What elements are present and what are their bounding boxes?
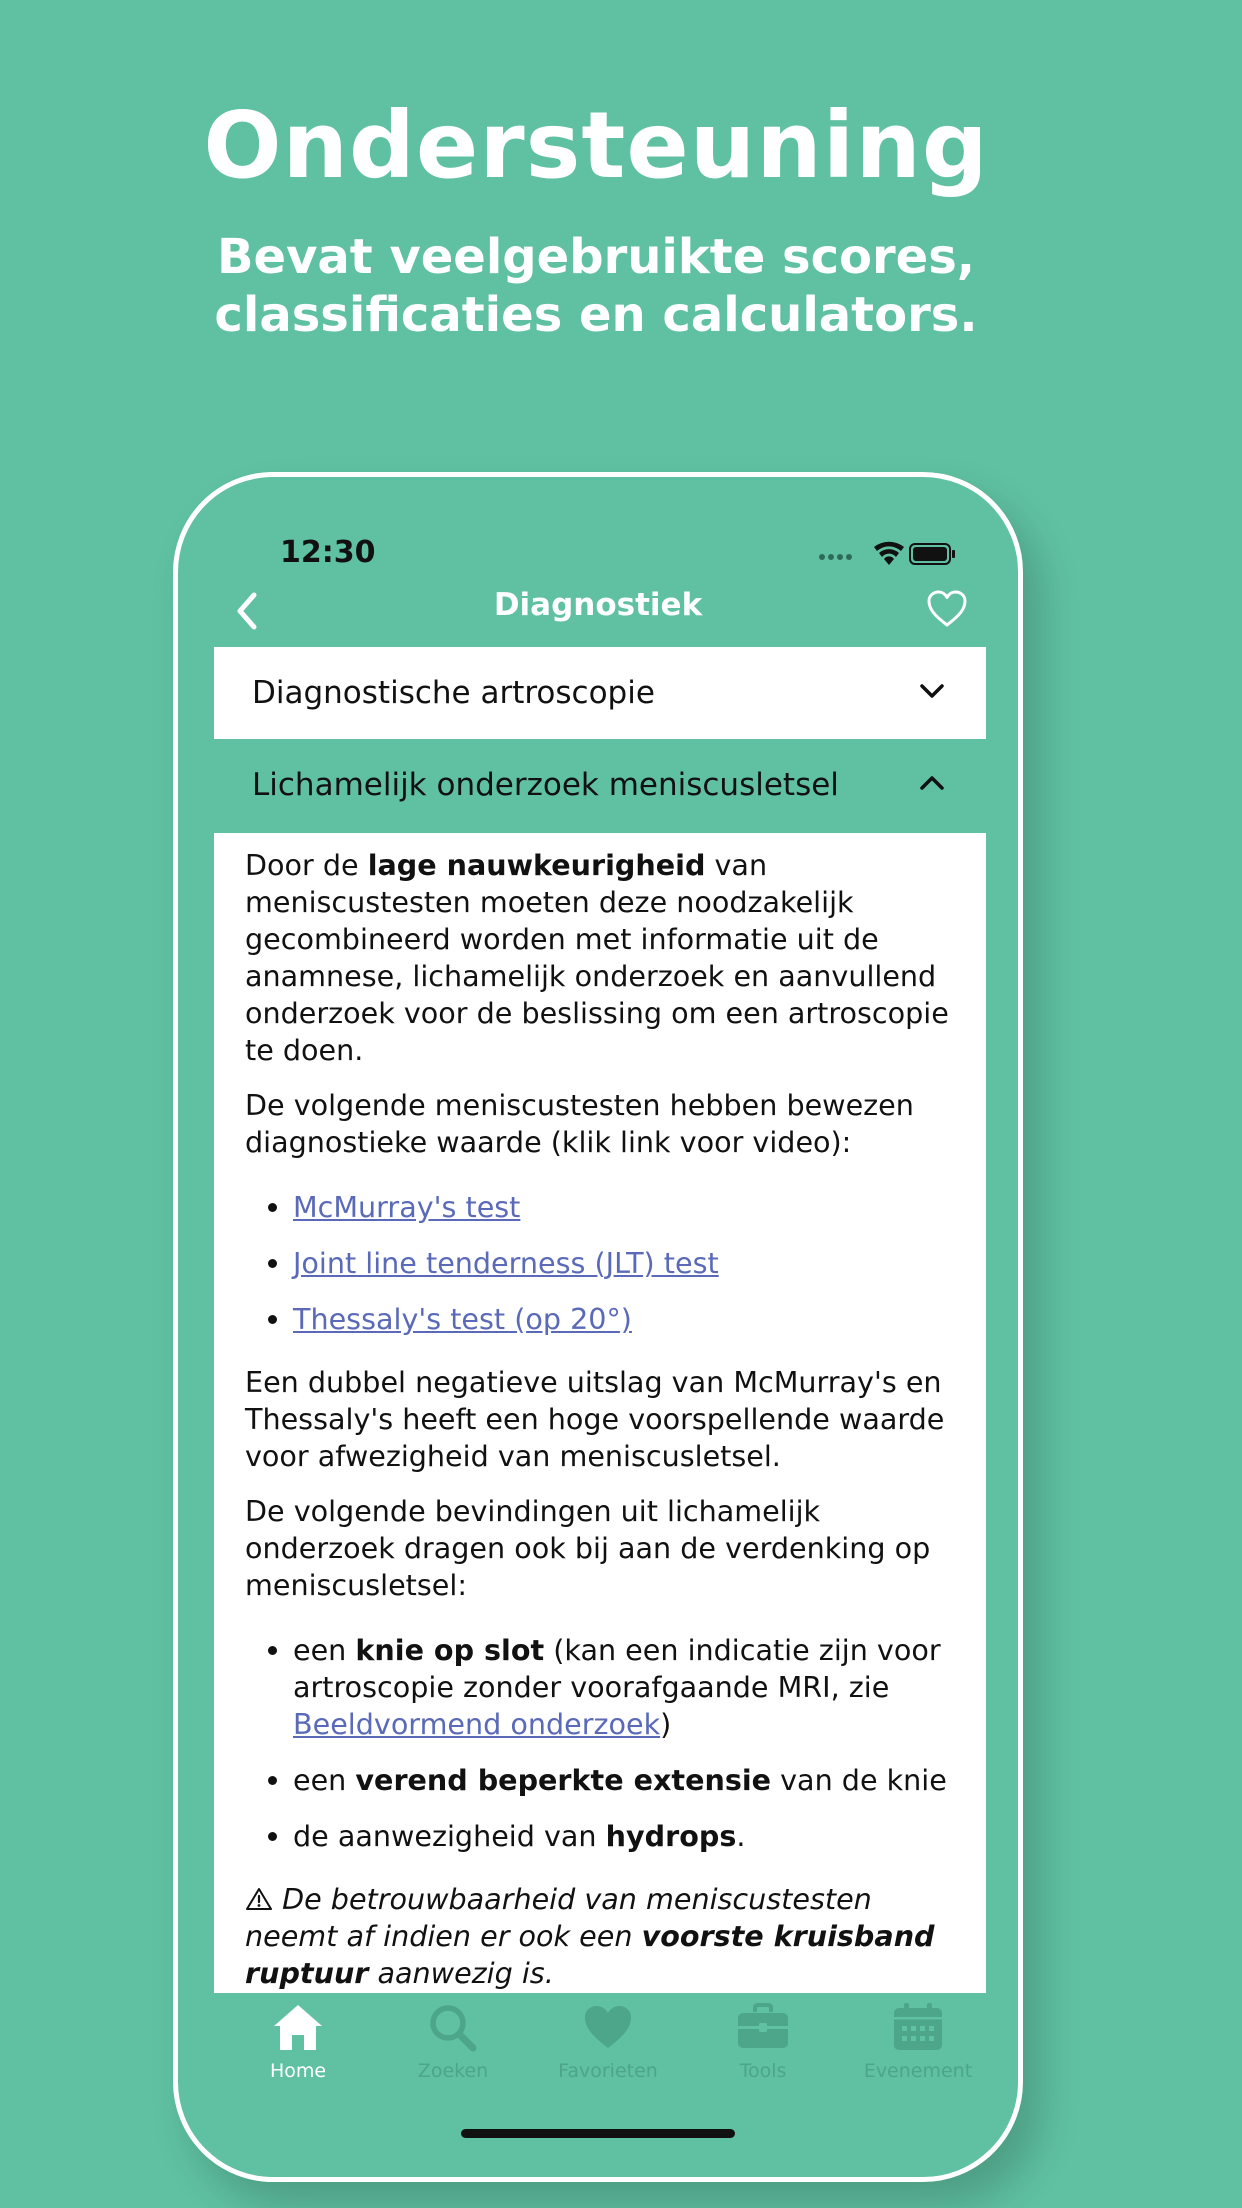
link-mcmurray-test[interactable]: McMurray's test [293, 1190, 521, 1224]
text: van meniscustesten moeten deze noodzakelijk gecombineerd worden met informatie uit de anamnese, lichamelijk onderzoek en aanvullend onderzoek voor de beslissing om een artroscopie te doen. [245, 848, 949, 1067]
wifi-icon [874, 542, 904, 565]
tab-favorieten[interactable] [538, 2002, 678, 2082]
list-item [293, 1301, 956, 1338]
accordion-label: Diagnostische artroscopie [252, 675, 655, 711]
text: Door de [245, 848, 368, 882]
tab-label: Zoeken [417, 2060, 489, 2082]
accordion-item-diagnostische-artroscopie[interactable] [214, 647, 986, 739]
findings-list [245, 1632, 956, 1855]
home-indicator[interactable] [461, 2129, 735, 2138]
text: aanwezig is. [368, 1956, 554, 1990]
text: De betrouwbaarheid van meniscustesten neemt af indien er ook een [245, 1882, 872, 1953]
calendar-icon [891, 2002, 945, 2052]
paragraph-intro [245, 847, 956, 1069]
bold-text: lage nauwkeurigheid [367, 848, 706, 882]
tab-label: Evenement [863, 2060, 973, 2082]
promo-subtitle-line2: classificaties en calculators. [214, 287, 978, 343]
text: een [293, 1763, 356, 1797]
list-item [293, 1818, 956, 1855]
list-item [293, 1762, 956, 1799]
chevron-down-icon [918, 679, 946, 707]
battery-icon [910, 544, 955, 564]
favorite-button[interactable] [926, 589, 968, 633]
tab-zoeken[interactable] [383, 2002, 523, 2082]
text: . [736, 1819, 746, 1853]
tab-label: Home [269, 2060, 327, 2082]
tab-bar [214, 2002, 986, 2102]
bold-text: knie op slot [355, 1633, 545, 1667]
warning-note [245, 1881, 956, 1992]
tab-tools[interactable] [693, 2002, 833, 2082]
tab-evenement[interactable] [848, 2002, 988, 2082]
bold-text: verend beperkte extensie [355, 1763, 772, 1797]
signal-icon [819, 554, 852, 560]
accordion-label: Lichamelijk onderzoek meniscusletsel [252, 767, 839, 803]
paragraph-findings-intro: De volgende bevindingen uit lichamelijk onderzoek dragen ook bij aan de verdenking op meniscusletsel: [245, 1494, 931, 1602]
tab-label: Favorieten [558, 2060, 658, 2082]
heart-icon [581, 2002, 635, 2052]
list-item [293, 1245, 956, 1282]
search-icon [426, 2002, 480, 2052]
heart-outline-icon [926, 589, 968, 629]
bold-text: hydrops [605, 1819, 737, 1853]
list-item [293, 1632, 956, 1743]
text: (kan een indicatie zijn voor artroscopie zonder voorafgaande MRI, zie [293, 1633, 941, 1704]
link-thessaly-test[interactable]: Thessaly's test (op 20°) [293, 1302, 632, 1336]
accordion-item-lichamelijk-onderzoek[interactable] [214, 739, 986, 833]
nav-title: Diagnostiek [493, 587, 703, 623]
text: van de knie [771, 1763, 947, 1797]
promo-title: Ondersteuning [203, 92, 989, 199]
tab-home[interactable] [228, 2002, 368, 2082]
chevron-up-icon [918, 771, 946, 799]
tab-label: Tools [739, 2060, 787, 2082]
briefcase-icon [736, 2002, 790, 2052]
paragraph-negative-result: Een dubbel negatieve uitslag van McMurray's en Thessaly's heeft een hoge voorspellende waarde voor afwezigheid van meniscusletsel. [245, 1365, 945, 1473]
link-jlt-test[interactable]: Joint line tenderness (JLT) test [293, 1246, 719, 1280]
text: een [293, 1633, 356, 1667]
list-item [293, 1189, 956, 1226]
promo-subtitle-line1: Bevat veelgebruikte scores, [216, 229, 976, 285]
text: de aanwezigheid van [293, 1819, 606, 1853]
phone-frame [173, 472, 1023, 2182]
status-icons [816, 539, 958, 571]
warning-triangle-icon [245, 1882, 273, 1916]
bold-text: voorste kruisband ruptuur [245, 1919, 935, 1990]
promo-subtitle [0, 228, 1192, 344]
status-time: 12:30 [280, 535, 376, 570]
accordion-content [214, 833, 986, 1993]
link-beeldvormend-onderzoek[interactable]: Beeldvormend onderzoek [293, 1707, 661, 1741]
text: ) [660, 1707, 672, 1741]
paragraph-tests-intro: De volgende meniscustesten hebben bewezen diagnostieke waarde (klik link voor video): [245, 1088, 914, 1159]
test-links-list [245, 1189, 956, 1338]
home-icon [271, 2002, 325, 2052]
